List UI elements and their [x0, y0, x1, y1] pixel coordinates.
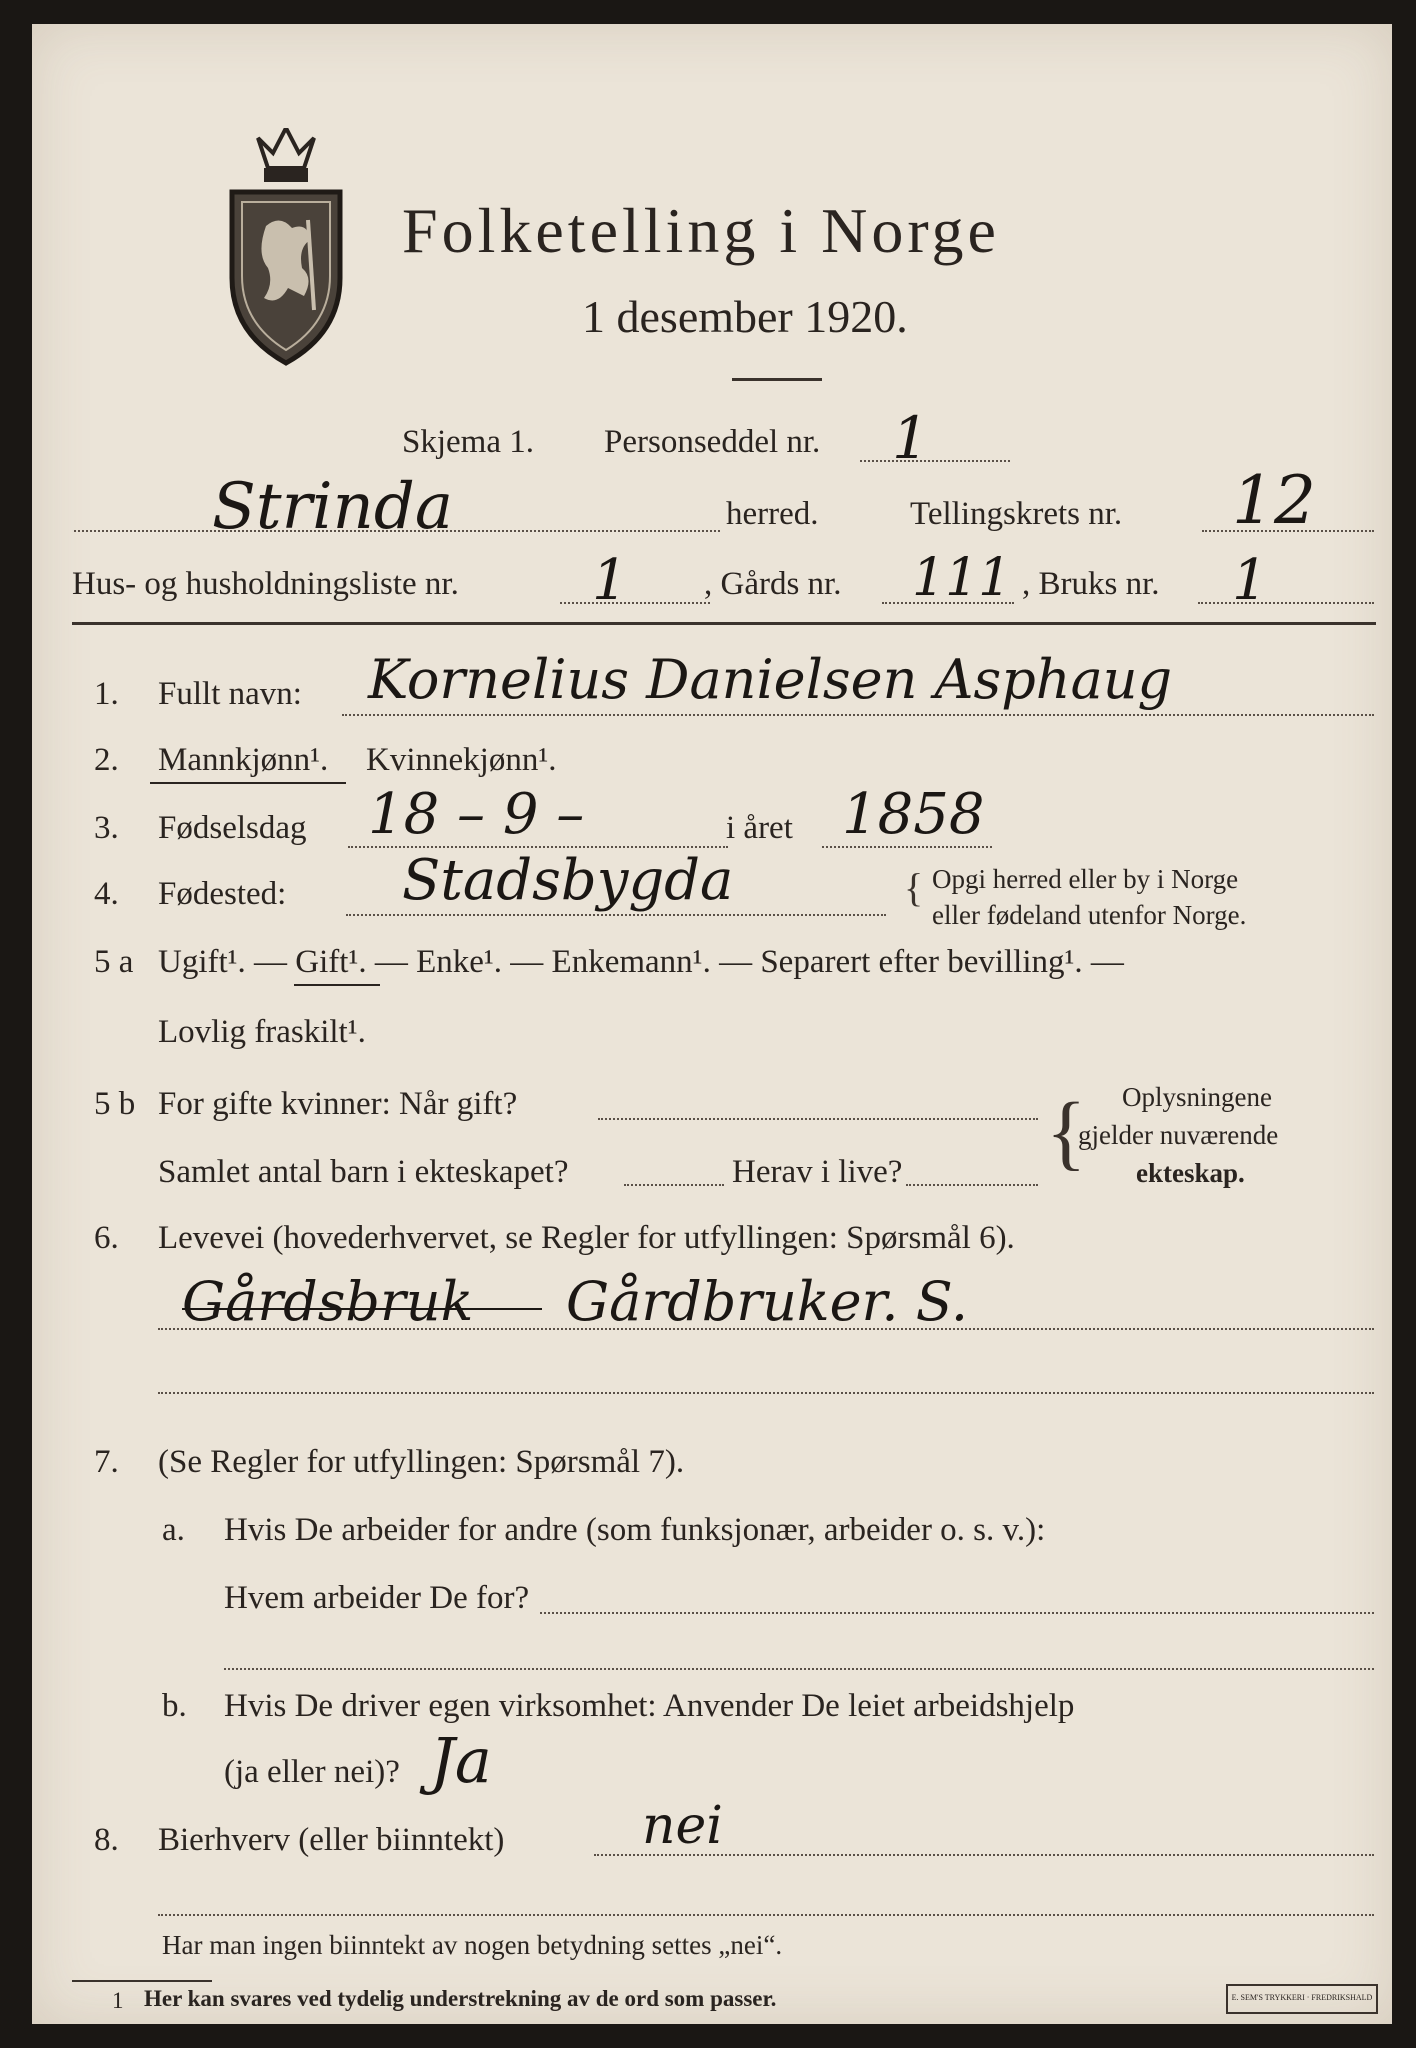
q5a-number: 5 a — [94, 944, 134, 980]
birthplace-field[interactable]: Stadsbygda — [402, 848, 734, 913]
title-divider — [732, 378, 822, 381]
q5b-note-line2: gjelder nuværende — [1078, 1120, 1279, 1150]
bruks-line — [1198, 602, 1374, 604]
header-rule — [72, 622, 1376, 625]
herred-line — [74, 530, 720, 532]
year-label: i året — [726, 810, 793, 846]
coat-of-arms-icon — [228, 128, 344, 366]
q3-label: Fødselsdag — [158, 810, 307, 846]
q4-brace: { — [904, 865, 924, 910]
q5b-line1: For gifte kvinner: Når gift? — [158, 1086, 518, 1122]
tellingskrets-field[interactable]: 12 — [1232, 462, 1316, 539]
q5b-number: 5 b — [94, 1086, 136, 1122]
marital-status-options[interactable]: Ugift¹. — Gift¹. — Enke¹. — Enkemann¹. — Separert efter bevilling¹. — — [158, 944, 1124, 980]
footnote-rule — [72, 1980, 212, 1982]
option-male-underline — [150, 782, 346, 784]
q8-label: Bierhverv (eller biinntekt) — [158, 1822, 505, 1858]
q5b-note-line3: ekteskap. — [1136, 1158, 1245, 1188]
occupation-field[interactable]: Gårdbruker. S. — [566, 1270, 968, 1333]
children-total-line — [624, 1184, 724, 1186]
bruks-label: , Bruks nr. — [1022, 566, 1160, 602]
option-married-underline — [294, 984, 380, 986]
q4-note-line1: Opgi herred eller by i Norge — [932, 864, 1239, 894]
birthday-field[interactable]: 18 – 9 – — [368, 782, 585, 847]
q4-line — [346, 914, 886, 916]
employer-line — [540, 1612, 1374, 1614]
marital-status-options-line2[interactable]: Lovlig fraskilt¹. — [158, 1014, 366, 1050]
husholdningsliste-label: Hus- og husholdningsliste nr. — [72, 566, 459, 602]
q7-label: (Se Regler for utfyllingen: Spørsmål 7). — [158, 1444, 685, 1480]
printer-stamp: E. SEM'S TRYKKERI · FREDRIKSHALD — [1226, 1984, 1378, 2014]
herred-label: herred. — [726, 496, 819, 532]
q6-number: 6. — [94, 1220, 119, 1256]
census-form-page — [32, 24, 1392, 2024]
personseddel-field[interactable]: 1 — [892, 404, 929, 472]
q6-line2 — [158, 1392, 1374, 1394]
q7b-line2: (ja eller nei)? — [224, 1754, 400, 1790]
gards-field[interactable]: 111 — [912, 548, 1012, 608]
footnote-mark: 1 — [112, 1988, 124, 2013]
form-title: Folketelling i Norge — [402, 195, 1000, 266]
employer-line2 — [224, 1668, 1374, 1670]
personseddel-label: Personseddel nr. — [604, 424, 821, 460]
birth-year-field[interactable]: 1858 — [842, 782, 985, 847]
q4-note-line2: eller fødeland utenfor Norge. — [932, 900, 1247, 930]
q2-number: 2. — [94, 742, 119, 778]
q5b-alive-label: Herav i live? — [732, 1154, 903, 1190]
q5b-children-label: Samlet antal barn i ekteskapet? — [158, 1154, 569, 1190]
q6-label: Levevei (hovederhvervet, se Regler for utfyllingen: Spørsmål 6). — [158, 1220, 1015, 1256]
herred-field[interactable]: Strinda — [212, 470, 453, 544]
q4-number: 4. — [94, 876, 119, 912]
q1-line — [342, 714, 1374, 716]
q8-number: 8. — [94, 1822, 119, 1858]
q7a-line1: Hvis De arbeider for andre (som funksjonær, arbeider o. s. v.): — [224, 1512, 1046, 1548]
occupation-struck-text: Gårdsbruk — [182, 1270, 474, 1333]
married-when-line — [598, 1118, 1038, 1120]
q7a-number: a. — [162, 1512, 185, 1548]
occupation-strikethrough — [182, 1308, 542, 1310]
q4-label: Fødested: — [158, 876, 287, 912]
husholdningsliste-field[interactable]: 1 — [592, 548, 628, 613]
q8-line2 — [158, 1914, 1374, 1916]
side-income-note: Har man ingen biinntekt av nogen betydning settes „nei“. — [162, 1930, 783, 1960]
bruks-field[interactable]: 1 — [1232, 548, 1268, 613]
q7b-number: b. — [162, 1688, 187, 1724]
tellingskrets-label: Tellingskrets nr. — [910, 496, 1123, 532]
side-income-field[interactable]: nei — [642, 1796, 723, 1856]
personseddel-line — [860, 460, 1010, 462]
schema-label: Skjema 1. — [402, 424, 534, 460]
option-male[interactable]: Mannkjønn¹. — [158, 742, 329, 778]
children-alive-line — [906, 1184, 1038, 1186]
q3-number: 3. — [94, 810, 119, 846]
q5b-brace: { — [1046, 1086, 1087, 1179]
q7a-line2: Hvem arbeider De for? — [224, 1580, 530, 1616]
footnote-text: Her kan svares ved tydelig understrekning av de ord som passer. — [144, 1986, 777, 2011]
gards-label: , Gårds nr. — [704, 566, 842, 602]
option-female[interactable]: Kvinnekjønn¹. — [366, 742, 557, 778]
q7-number: 7. — [94, 1444, 119, 1480]
full-name-field[interactable]: Kornelius Danielsen Asphaug — [368, 648, 1173, 711]
q1-label: Fullt navn: — [158, 676, 302, 712]
husholdningsliste-line — [560, 602, 710, 604]
q5b-note-line1: Oplysningene — [1122, 1082, 1272, 1112]
hired-help-field[interactable]: Ja — [430, 1724, 492, 1797]
q7b-line1: Hvis De driver egen virksomhet: Anvender De leiet arbeidshjelp — [224, 1688, 1075, 1724]
q1-number: 1. — [94, 676, 119, 712]
census-date: 1 desember 1920. — [582, 291, 908, 342]
q6-line1 — [158, 1328, 1374, 1330]
